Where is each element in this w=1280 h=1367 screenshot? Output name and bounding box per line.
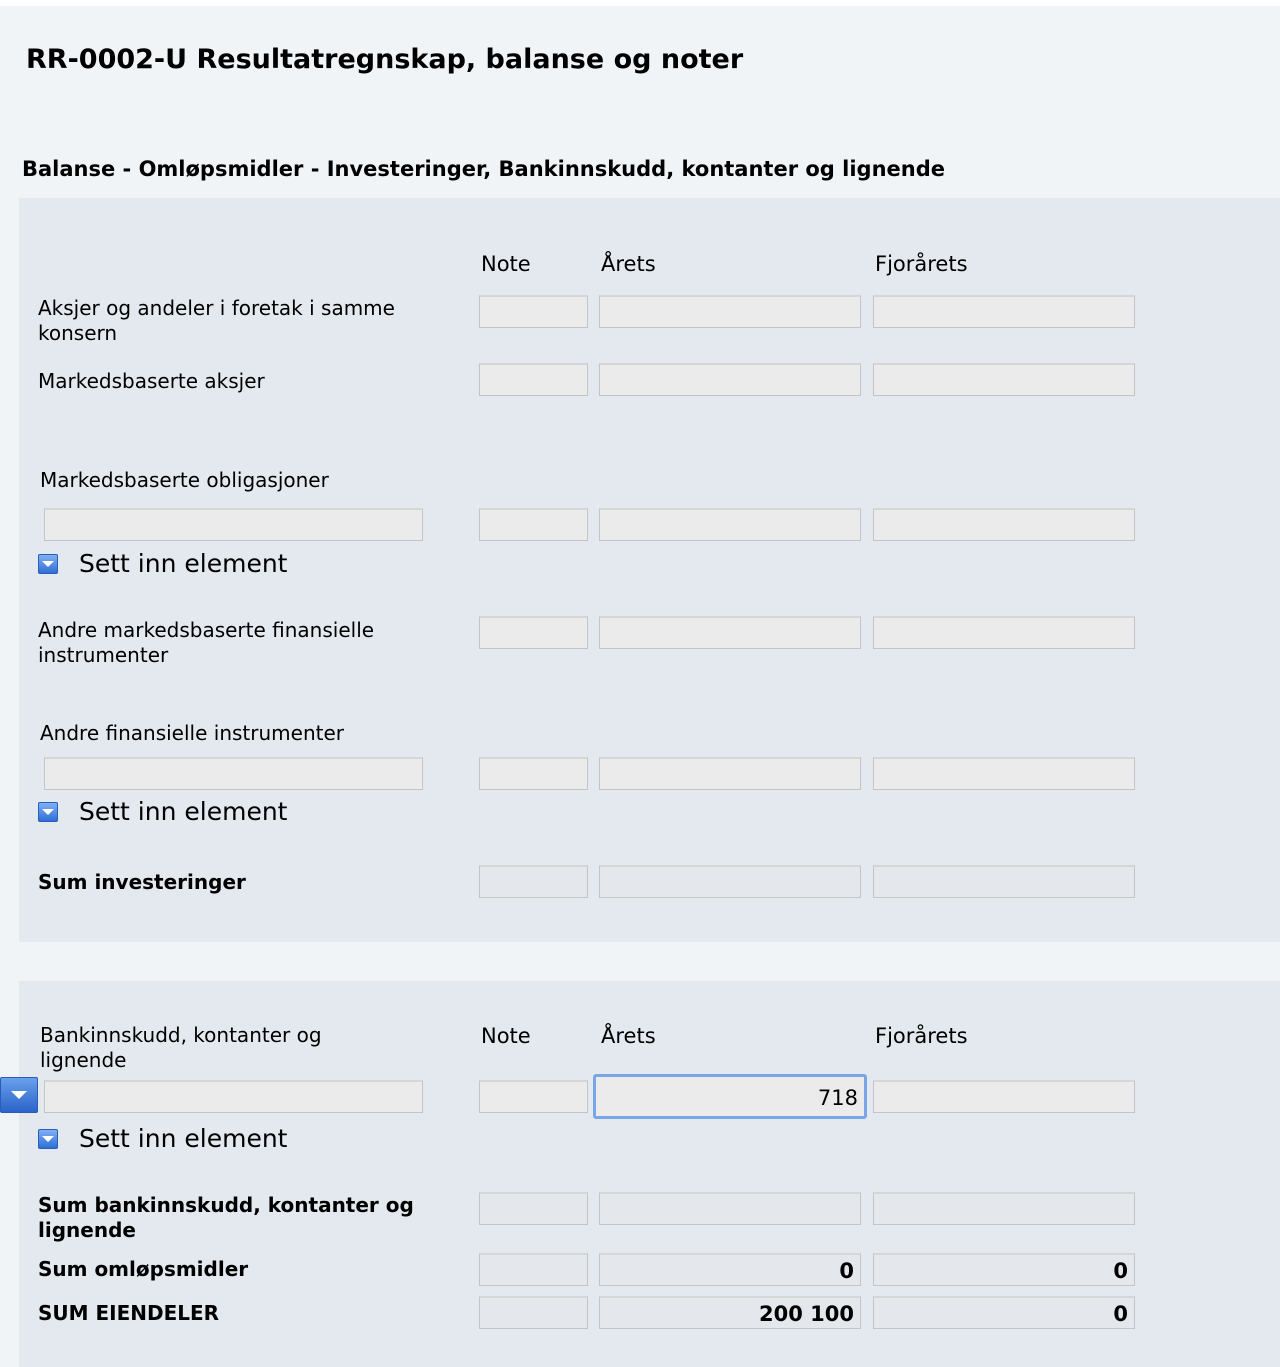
insert-element-label: Sett inn element [79,1124,288,1153]
andre-finansielle-note-input[interactable] [479,757,588,790]
markedsbaserte-aksjer-aarets-input[interactable] [599,363,861,396]
aksjer-samme-konsern-label: Aksjer og andeler i foretak i samme konsern [38,296,395,345]
markedsbaserte-obligasjoner-note-input[interactable] [479,508,588,541]
insert-element-label: Sett inn element [79,797,288,826]
column-header-note: Note [481,1024,531,1048]
andre-finansielle-label: Andre finansielle instrumenter [40,721,344,745]
chevron-down-icon [38,554,58,574]
row-menu-button[interactable] [0,1077,38,1113]
sum-bankinnskudd-note-field [479,1192,588,1225]
bankinnskudd-fjoraarets-input[interactable] [873,1080,1135,1113]
bankinnskudd-name-input[interactable] [44,1080,423,1113]
bankinnskudd-label: Bankinnskudd, kontanter og lignende [40,1023,322,1072]
sum-omlopsmidler-note-field [479,1253,588,1286]
chevron-down-icon [38,802,58,822]
sum-eiendeler-label: SUM EIENDELER [38,1301,220,1325]
column-header-fjoraarets: Fjorårets [875,252,968,276]
bankinnskudd-note-input[interactable] [479,1080,588,1113]
sum-eiendeler-aarets-field [599,1296,861,1329]
sum-bankinnskudd-aarets-field [599,1192,861,1225]
insert-element-button[interactable] [38,549,287,578]
column-header-aarets: Årets [601,252,656,276]
aksjer-samme-konsern-aarets-input[interactable] [599,295,861,328]
markedsbaserte-aksjer-label: Markedsbaserte aksjer [38,369,265,393]
sum-omlopsmidler-fjoraarets-field [873,1253,1135,1286]
markedsbaserte-obligasjoner-aarets-input[interactable] [599,508,861,541]
sum-investeringer-fjoraarets-field [873,865,1135,898]
sum-eiendeler-fjoraarets-field [873,1296,1135,1329]
andre-markedsbaserte-label: Andre markedsbaserte finansielle instrumenter [38,618,375,667]
markedsbaserte-aksjer-fjoraarets-input[interactable] [873,363,1135,396]
chevron-down-icon [38,1129,58,1149]
andre-markedsbaserte-fjoraarets-input[interactable] [873,616,1135,649]
section-title: Balanse - Omløpsmidler - Investeringer, Bankinnskudd, kontanter og lignende [22,157,945,181]
sum-investeringer-label: Sum investeringer [38,870,246,894]
bankinnskudd-aarets-input[interactable] [593,1074,867,1119]
andre-finansielle-aarets-input[interactable] [599,757,861,790]
aksjer-samme-konsern-fjoraarets-input[interactable] [873,295,1135,328]
sum-investeringer-note-field [479,865,588,898]
andre-markedsbaserte-note-input[interactable] [479,616,588,649]
sum-bankinnskudd-label: Sum bankinnskudd, kontanter og lignende [38,1193,414,1242]
column-header-fjoraarets: Fjorårets [875,1024,968,1048]
sum-bankinnskudd-fjoraarets-field [873,1192,1135,1225]
markedsbaserte-aksjer-note-input[interactable] [479,363,588,396]
andre-markedsbaserte-aarets-input[interactable] [599,616,861,649]
top-strip [0,0,1280,6]
sum-eiendeler-note-field [479,1296,588,1329]
sum-omlopsmidler-label: Sum omløpsmidler [38,1257,249,1281]
chevron-down-icon [11,1091,27,1099]
insert-element-button[interactable] [38,797,287,826]
insert-element-label: Sett inn element [79,549,288,578]
page-title: RR-0002-U Resultatregnskap, balanse og noter [26,44,744,75]
aksjer-samme-konsern-note-input[interactable] [479,295,588,328]
insert-element-button[interactable] [38,1124,287,1153]
sum-investeringer-aarets-field [599,865,861,898]
column-header-aarets: Årets [601,1024,656,1048]
markedsbaserte-obligasjoner-fjoraarets-input[interactable] [873,508,1135,541]
sum-omlopsmidler-aarets-field [599,1253,861,1286]
markedsbaserte-obligasjoner-label: Markedsbaserte obligasjoner [40,468,329,492]
andre-finansielle-fjoraarets-input[interactable] [873,757,1135,790]
markedsbaserte-obligasjoner-name-input[interactable] [44,508,423,541]
andre-finansielle-name-input[interactable] [44,757,423,790]
column-header-note: Note [481,252,531,276]
